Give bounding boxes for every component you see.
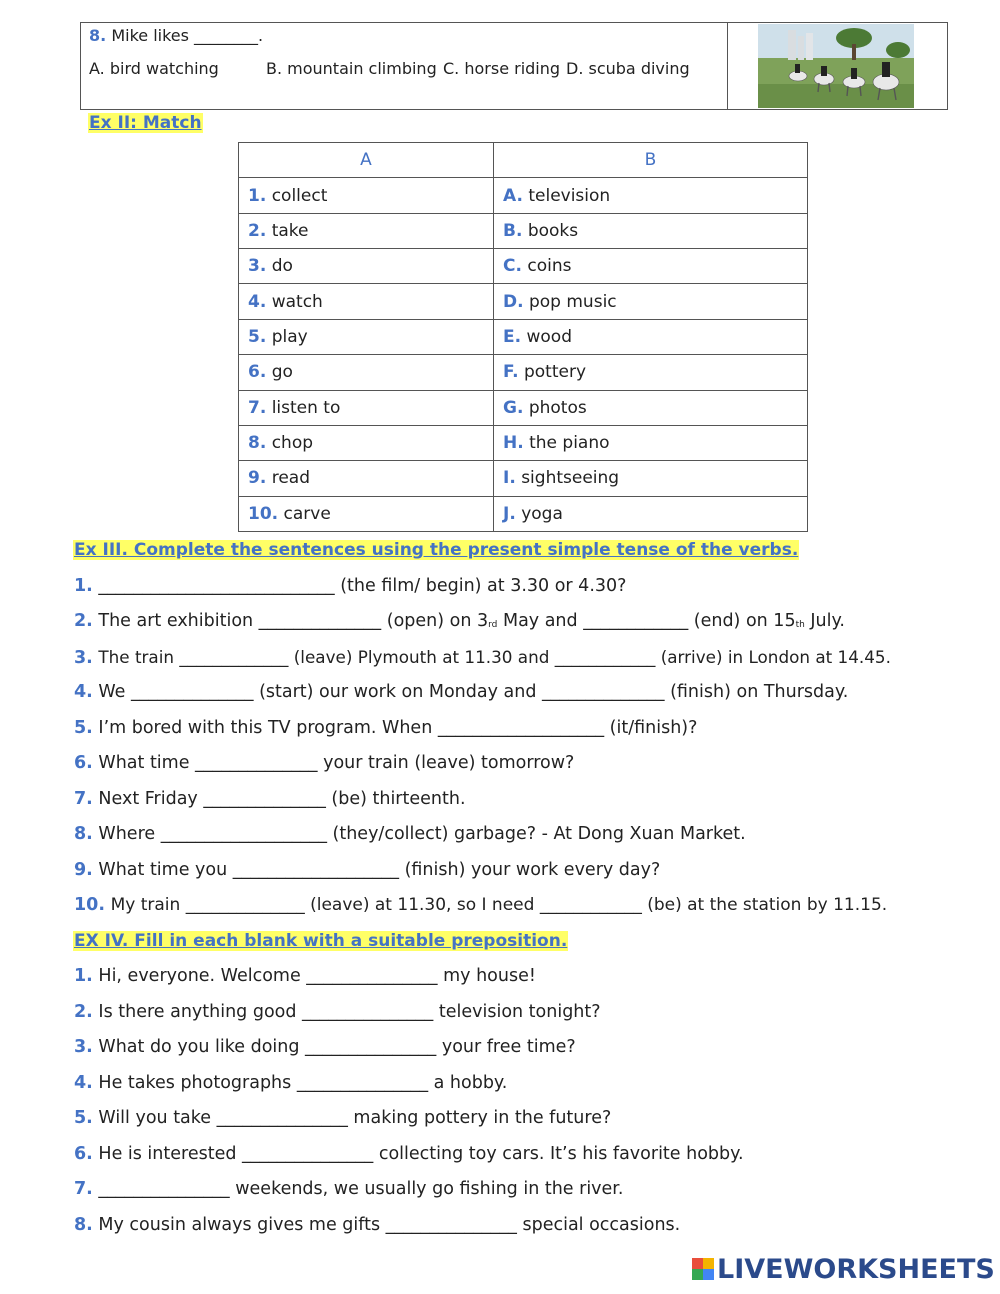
item-number: 4. (74, 682, 93, 702)
item-text: photos (528, 397, 587, 418)
item-text: July. (804, 611, 845, 631)
cell-a[interactable] (239, 213, 494, 248)
item-text: ___________________________ (the film/ begin) at 3.30 or 4.30? (98, 576, 627, 596)
item-number: 1. (248, 185, 267, 206)
item-text: He takes photographs _______________ a hobby. (98, 1073, 508, 1093)
cell-a[interactable] (239, 390, 494, 425)
item-letter: I. (503, 468, 516, 489)
table-row (239, 249, 808, 284)
cell-a[interactable] (239, 178, 494, 213)
option-a[interactable]: A. bird watching (89, 59, 219, 78)
item-number: 1. (74, 576, 93, 596)
item-text: He is interested _______________ collecting toy cars. It’s his favorite hobby. (98, 1144, 744, 1164)
item-number: 8. (74, 824, 93, 844)
table-row (239, 284, 808, 319)
item-number: 4. (248, 291, 267, 312)
item-number: 5. (248, 326, 267, 347)
column-a-header: A (239, 143, 494, 178)
table-row (239, 425, 808, 460)
item-letter: D. (503, 291, 524, 312)
ex3-item-3[interactable] (74, 647, 891, 668)
item-number: 3. (74, 648, 93, 668)
question-8 (89, 26, 263, 45)
item-number: 5. (74, 718, 93, 738)
ordinal-suffix: th (795, 620, 805, 630)
table-header-row (239, 143, 808, 178)
question-number: 8. (89, 26, 107, 45)
ex3-item-8[interactable] (74, 824, 746, 844)
logo-square (703, 1258, 714, 1269)
cell-b[interactable] (494, 496, 808, 531)
cell-b[interactable] (494, 355, 808, 390)
item-text: _______________ weekends, we usually go fishing in the river. (98, 1179, 624, 1199)
cell-a[interactable] (239, 425, 494, 460)
ex3-item-6[interactable] (74, 753, 574, 773)
item-text: Will you take _______________ making pottery in the future? (98, 1108, 612, 1128)
item-number: 1. (74, 966, 93, 986)
cell-a[interactable] (239, 355, 494, 390)
item-text: television (528, 185, 611, 206)
item-text: Is there anything good _______________ television tonight? (98, 1002, 601, 1022)
item-number: 3. (248, 256, 267, 277)
item-text: Hi, everyone. Welcome _______________ my house! (98, 966, 536, 986)
item-text: wood (526, 326, 572, 347)
horse-riding-photo (758, 24, 914, 108)
table-row (239, 461, 808, 496)
item-number: 6. (74, 753, 93, 773)
cell-b[interactable] (494, 390, 808, 425)
item-text: collect (271, 185, 328, 206)
item-text: sightseeing (521, 468, 620, 489)
logo-square (692, 1269, 703, 1280)
logo-square (692, 1258, 703, 1269)
option-c[interactable]: C. horse riding (443, 59, 561, 78)
item-text: the piano (529, 433, 610, 454)
item-number: 7. (74, 789, 93, 809)
cell-a[interactable] (239, 319, 494, 354)
logo-text: LIVEWORKSHEETS (717, 1253, 995, 1285)
item-text: I’m bored with this TV program. When ___________________ (it/finish)? (98, 718, 698, 738)
cell-b[interactable] (494, 213, 808, 248)
item-letter: A. (503, 185, 523, 206)
item-number: 3. (74, 1037, 93, 1057)
ex3-item-1[interactable] (74, 576, 626, 596)
item-text: What do you like doing _______________ your free time? (98, 1037, 576, 1057)
item-number: 4. (74, 1073, 93, 1093)
item-text: coins (527, 256, 572, 277)
ex3-item-5[interactable] (74, 718, 697, 738)
item-number: 2. (248, 220, 267, 241)
item-number: 6. (74, 1144, 93, 1164)
item-text: pottery (523, 362, 587, 383)
ex4-heading: EX IV. Fill in each blank with a suitable preposition. (74, 931, 568, 951)
cell-b[interactable] (494, 461, 808, 496)
item-number: 2. (74, 1002, 93, 1022)
cell-b[interactable] (494, 249, 808, 284)
table-row (239, 496, 808, 531)
item-number: 5. (74, 1108, 93, 1128)
item-text: The art exhibition ______________ (open) on 3 (98, 611, 489, 631)
column-b-header: B (494, 143, 808, 178)
ex3-item-10[interactable] (74, 895, 887, 915)
item-text: Next Friday ______________ (be) thirteenth. (98, 789, 466, 809)
item-letter: J. (503, 503, 516, 524)
ex4-item-4[interactable] (74, 1073, 507, 1093)
item-text: go (271, 362, 293, 383)
cell-b[interactable] (494, 319, 808, 354)
table-row (239, 319, 808, 354)
ex3-item-9[interactable] (74, 860, 660, 880)
item-letter: B. (503, 220, 523, 241)
item-number: 6. (248, 362, 267, 383)
ex4-item-8[interactable] (74, 1215, 680, 1235)
ex3-item-4[interactable] (74, 682, 848, 702)
item-number: 8. (74, 1215, 93, 1235)
item-number: 10. (74, 895, 106, 915)
option-d[interactable]: D. scuba diving (566, 59, 690, 78)
item-letter: E. (503, 326, 522, 347)
item-number: 2. (74, 611, 93, 631)
item-text: play (271, 326, 308, 347)
item-number: 9. (74, 860, 93, 880)
item-text: Where ___________________ (they/collect) garbage? - At Dong Xuan Market. (98, 824, 746, 844)
logo-icon (692, 1258, 714, 1280)
ex4-item-6[interactable] (74, 1144, 744, 1164)
liveworksheets-logo[interactable] (692, 1254, 995, 1284)
cell-b[interactable] (494, 284, 808, 319)
table-row (239, 213, 808, 248)
item-text: yoga (521, 503, 563, 524)
ex4-item-1[interactable] (74, 966, 536, 986)
cell-a[interactable] (239, 496, 494, 531)
table-row (239, 355, 808, 390)
ex4-item-2[interactable] (74, 1002, 601, 1022)
item-letter: C. (503, 256, 522, 277)
option-b[interactable]: B. mountain climbing (266, 59, 437, 78)
item-number: 10. (248, 503, 279, 524)
ex2-heading: Ex II: Match (89, 113, 202, 133)
cell-a[interactable] (239, 461, 494, 496)
ex4-item-5[interactable] (74, 1108, 611, 1128)
item-letter: H. (503, 433, 524, 454)
cell-b[interactable] (494, 425, 808, 460)
question-text: Mike likes ________. (111, 26, 264, 45)
item-text: The train _____________ (leave) Plymouth at 11.30 and ____________ (arrive) in London at 14.45. (98, 647, 891, 667)
table-row (239, 178, 808, 213)
item-text: What time ______________ your train (leave) tomorrow? (98, 753, 575, 773)
item-text: read (271, 468, 310, 489)
item-letter: F. (503, 362, 519, 383)
item-text: take (271, 220, 309, 241)
cell-a[interactable] (239, 284, 494, 319)
item-text: books (527, 220, 579, 241)
ex3-item-2[interactable] (74, 611, 845, 631)
item-number: 7. (74, 1179, 93, 1199)
item-text: watch (271, 291, 323, 312)
item-text: May and ____________ (end) on 15 (497, 611, 796, 631)
item-number: 7. (248, 397, 267, 418)
box-divider (727, 23, 728, 109)
item-text: do (271, 256, 293, 277)
item-number: 8. (248, 433, 267, 454)
ex3-heading: Ex III. Complete the sentences using the present simple tense of the verbs. (74, 540, 799, 560)
item-text: pop music (528, 291, 617, 312)
item-text: carve (283, 503, 331, 524)
item-text: My train ______________ (leave) at 11.30, so I need ____________ (be) at the station by 11.15. (110, 895, 888, 915)
item-letter: G. (503, 397, 524, 418)
ex4-item-7[interactable] (74, 1179, 623, 1199)
match-table (238, 142, 808, 532)
item-text: chop (271, 433, 314, 454)
ex3-item-7[interactable] (74, 789, 466, 809)
item-text: What time you ___________________ (finish) your work every day? (98, 860, 661, 880)
table-row (239, 390, 808, 425)
item-text: listen to (271, 397, 341, 418)
ordinal-suffix: rd (488, 620, 498, 630)
item-text: My cousin always gives me gifts _______________ special occasions. (98, 1215, 681, 1235)
item-number: 9. (248, 468, 267, 489)
item-text: We ______________ (start) our work on Monday and ______________ (finish) on Thursday. (98, 682, 849, 702)
cell-a[interactable] (239, 249, 494, 284)
logo-square (703, 1269, 714, 1280)
cell-b[interactable] (494, 178, 808, 213)
ex4-item-3[interactable] (74, 1037, 576, 1057)
